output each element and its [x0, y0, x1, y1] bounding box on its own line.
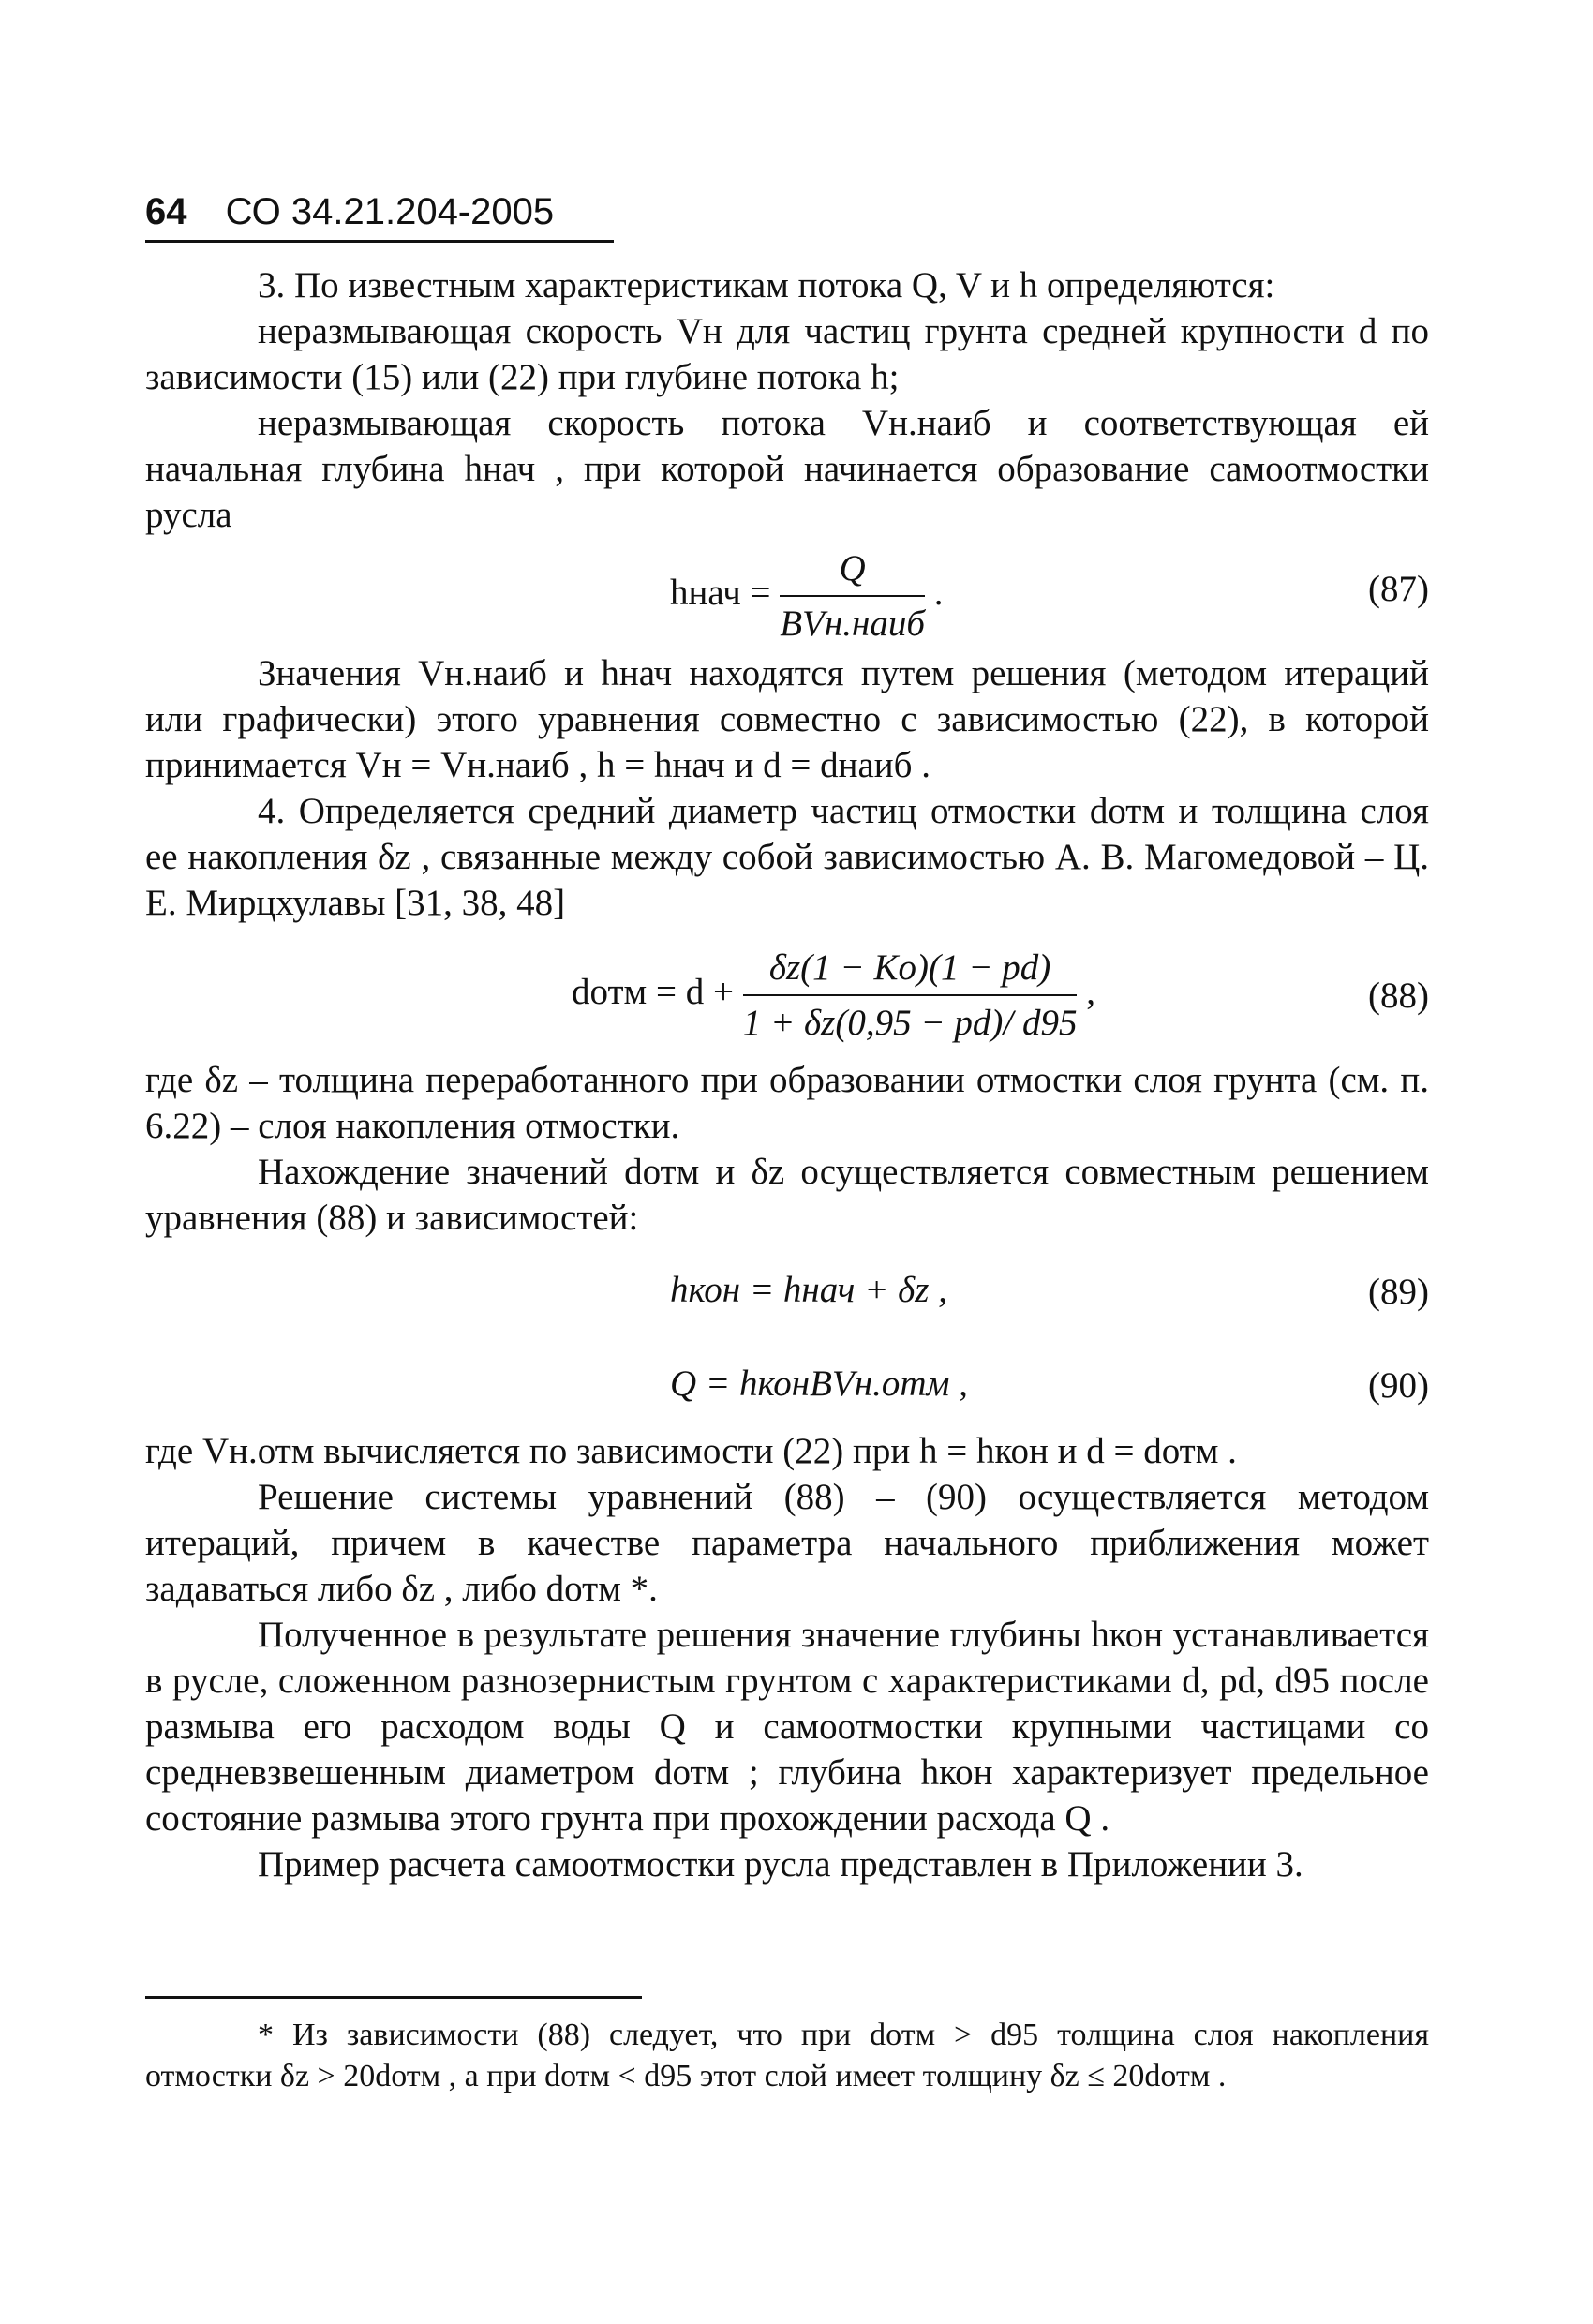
paragraph: неразмывающая скорость потока Vн.наиб и соответствующая ей начальная глубина hнач , при которой начинается образование самоотмостки русла — [145, 403, 1429, 535]
equation-lhs: dотм = d + — [572, 971, 734, 1012]
equation-text: hкон = hнач + δz , — [670, 1270, 947, 1310]
paragraph: 3. По известным характеристикам потока Q, V и h определяются: — [258, 265, 1275, 305]
page-number: 64 — [145, 191, 187, 232]
paragraph: Решение системы уравнений (88) – (90) осуществляется методом итераций, причем в качестве параметра начального приближения может задаваться либо δz , либо dотм *. — [145, 1477, 1429, 1609]
equation-88 — [145, 935, 1429, 1057]
equation-tail: . — [933, 572, 944, 613]
fraction — [780, 545, 925, 647]
footnote — [145, 2015, 1429, 2097]
equation-89 — [145, 1241, 1429, 1334]
body-text — [145, 262, 1429, 1887]
paragraph: Полученное в результате решения значение глубины hкон устанавливается в русле, сложенном разнозернистым грунтом с характеристиками d, pd, d95 после размыва его расходом воды Q и самоотмостки крупными частицами со средневзвешенным диаметром dотм ; глубина hкон характеризует предельное состояние размыва этого грунта при прохождении расхода Q . — [145, 1615, 1429, 1839]
numerator: Q — [780, 545, 925, 597]
fraction — [743, 945, 1078, 1046]
paragraph: Значения Vн.наиб и hнач находятся путем решения (методом итераций или графически) этого уравнения совместно с зависимостью (22), в которой принимается Vн = Vн.наиб , h = hнач и d = dнаиб . — [145, 653, 1429, 785]
equation-number: (89) — [1368, 1272, 1429, 1312]
denominator: 1 + δz(0,95 − pd)/ d95 — [742, 1003, 1078, 1043]
paragraph: Пример расчета самоотмостки русла представлен в Приложении 3. — [258, 1844, 1303, 1885]
page-header — [145, 187, 614, 243]
paragraph: Нахождение значений dотм и δz осуществляется совместным решением уравнения (88) и зависимостей: — [145, 1152, 1429, 1238]
equation-text: Q = hконBVн.отм , — [670, 1363, 968, 1404]
equation-tail: , — [1086, 971, 1095, 1012]
equation-number: (87) — [1368, 569, 1429, 609]
numerator: δz(1 − Kо)(1 − pd) — [743, 945, 1078, 996]
document-code: СО 34.21.204-2005 — [225, 191, 555, 232]
equation-87 — [145, 538, 1429, 650]
equation-lhs: hнач = — [670, 572, 771, 613]
equation-number: (88) — [1368, 976, 1429, 1016]
paragraph: 4. Определяется средний диаметр частиц отмостки dотм и толщина слоя ее накопления δz , связанные между собой зависимостью А. В. Магомедовой – Ц. Е. Мирцхулавы [31, 38, 48] — [145, 791, 1429, 923]
equation-number: (90) — [1368, 1365, 1429, 1406]
paragraph: неразмывающая скорость Vн для частиц грунта средней крупности d по зависимости (15) или (22) при глубине потока h; — [145, 311, 1429, 397]
denominator: BVн.наиб — [780, 603, 925, 644]
paragraph: где Vн.отм вычисляется по зависимости (22) при h = hкон и d = dотм . — [145, 1431, 1237, 1471]
footnote-divider — [145, 1996, 642, 1999]
paragraph: где δz – толщина переработанного при образовании отмостки слоя грунта (см. п. 6.22) – слоя накопления отмостки. — [145, 1060, 1429, 1146]
equation-90 — [145, 1334, 1429, 1428]
footnote-text: * Из зависимости (88) следует, что при dотм > d95 толщина слоя накопления отмостки δz > 20dотм , а при dотм < d95 этот слой имеет толщину δz ≤ 20dотм . — [145, 2018, 1429, 2093]
